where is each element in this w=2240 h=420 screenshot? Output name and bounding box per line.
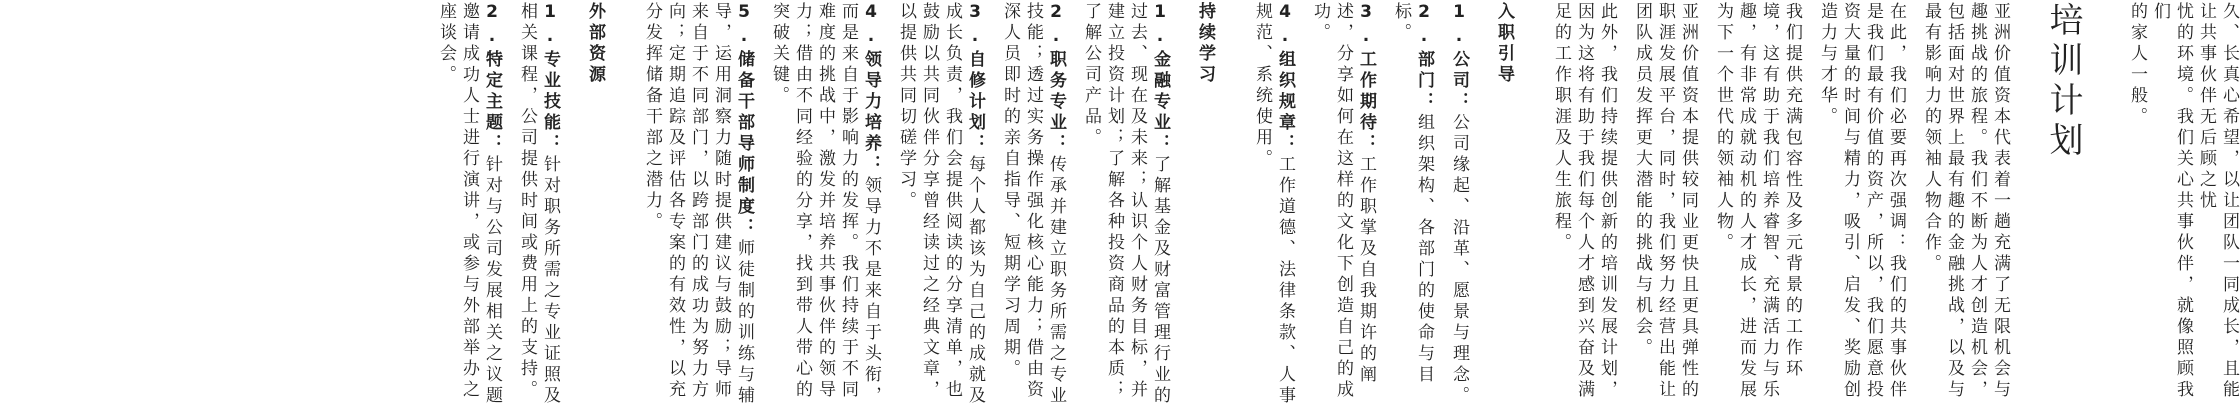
item-label: 专业技能： (540, 50, 560, 155)
section-item (640, 0, 755, 412)
section-item (1079, 0, 1171, 412)
item-number: 2. (1046, 2, 1066, 50)
paragraph: 在此，我们必要再次强调：我们的共事伙伴是我们最有价值的资产，所以，我们愿意投资大量的时间与精力，吸引、启发、奖励创造力与才华。 (1817, 2, 1906, 401)
item-text: 工作道德、法律条款、人事规范、系统使用。 (1252, 2, 1295, 407)
item-text: 师徒制的训练与辅导，运用洞察力随时提供建议与鼓励；导师来自于不同部门，以跨部门的成功为努力方向；定期追踪及评估各专案的有效性，以充分发挥储备干部之潜力。 (642, 2, 754, 407)
section-item (434, 0, 503, 412)
item-number: 4. (861, 2, 881, 50)
page-title: 培训计划 (2043, 2, 2083, 162)
item-text: 组织架构、各部门的使命与目标。 (1391, 2, 1434, 386)
section-heading: 外部资源 (585, 2, 605, 86)
section-heading: 入职引导 (1494, 2, 1514, 86)
intro-line: 久、长真心希望，以让团队一同成长，且能让共事伙伴无后顾之忧 (2196, 2, 2239, 401)
item-number: 5. (734, 2, 754, 50)
paragraph: 此外，我们持续提供创新的培训发展计划，因为这将有助于我们每个人才感到兴奋及满足的工作职涯及人生旅程。 (1551, 2, 1617, 401)
intro-line: 的家人一般。 (2127, 2, 2147, 128)
section-item (894, 0, 986, 412)
section-item (1250, 0, 1296, 412)
section-item (1447, 0, 1470, 412)
item-text: 每个人都该为自己的成就及成长负责，我们会提供阅读的分享清单，也鼓励以共同伙伴分享曾经读过之经典文章，以提供共同切磋学习。 (896, 2, 985, 407)
paragraph: 亚洲价值资本代表着一趟充满了无限机会与趣挑战的旅程。我们不断为人才创造机会，包括面对世界上最有趣的金融挑战，以及与最有影响力的领袖人物合作。 (1921, 2, 2010, 401)
item-number: 1. (540, 2, 560, 50)
item-number: 2. (1414, 2, 1434, 50)
item-text: 公司缘起、沿革、愿景与理念。 (1449, 113, 1469, 407)
section-item (767, 0, 882, 412)
section-item (515, 0, 561, 412)
item-label: 公司： (1449, 50, 1469, 113)
item-text: 传承并建立职务所需之专业技能；透过实务操作强化核心能力；借由资深人员即时的亲自指导、短期学习周期。 (1000, 2, 1066, 407)
item-label: 特定主题： (482, 50, 502, 155)
paragraph: 亚洲价值资本提供较同业更快且更具弹性的职涯发展平台，同时，我们努力经营出能让团队成员发挥更大潜能的挑战与机会。 (1632, 2, 1698, 401)
item-text: 针对职务所需之专业证照及相关课程，公司提供时间或费用上的支持。 (517, 2, 560, 407)
section-heading: 持续学习 (1195, 2, 1215, 86)
item-label: 职务专业： (1046, 50, 1066, 155)
item-text: 领导力不是来自于头衔，而是来自于影响力的发挥。我们持续于不同难度的挑战中，激发并培养共事伙伴的领导力；借由不同经验的分享，找到带人带心的突破关键。 (769, 2, 881, 407)
item-number: 3. (965, 2, 985, 50)
item-label: 自修计划： (965, 50, 985, 155)
section-item (1389, 0, 1435, 412)
item-label: 工作期待： (1356, 50, 1376, 155)
item-number: 1. (1150, 2, 1170, 50)
item-label: 部门： (1414, 50, 1434, 113)
item-number: 2. (482, 2, 502, 50)
item-label: 领导力培养： (861, 50, 881, 176)
item-label: 金融专业： (1150, 50, 1170, 155)
item-text: 工作职掌及自我期许的阐述，分享如何在这样的文化下创造自己的成功。 (1310, 2, 1376, 401)
item-text: 针对与公司发展相关之议题邀请成功人士进行演讲，或参与外部举办之座谈会。 (436, 2, 502, 407)
item-number: 4. (1275, 2, 1295, 50)
item-number: 3. (1356, 2, 1376, 50)
item-number: 1. (1449, 2, 1469, 50)
item-label: 组织规章： (1275, 50, 1295, 155)
item-label: 储备干部导师制度： (734, 50, 754, 239)
intro-line: 忧的环境。我们关心共事伙伴，就像照顾我们 (2150, 2, 2193, 401)
section-item (1308, 0, 1377, 412)
paragraph: 我们提供充满包容性及多元背景的工作环境，这有助于我们培养睿智、充满活力与乐趣，有非常成就动机的人才成长，进而发展为下一个世代的领袖人物。 (1713, 2, 1802, 401)
section-item (998, 0, 1067, 412)
item-text: 了解基金及财富管理行业的过去、现在及未来；认识个人财务目标，并建立投资计划；了解各种投资商品的本质；了解公司产品。 (1081, 2, 1170, 407)
